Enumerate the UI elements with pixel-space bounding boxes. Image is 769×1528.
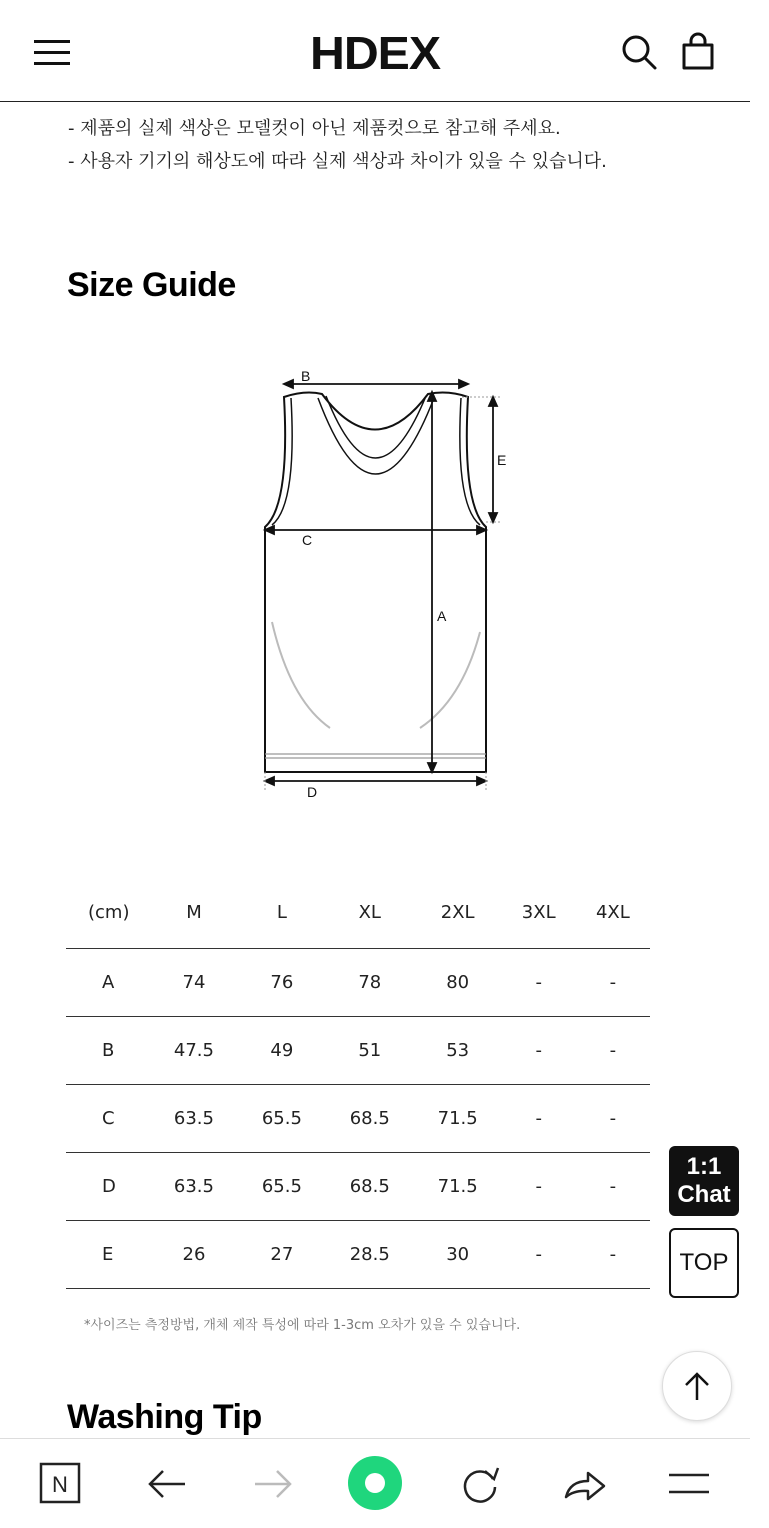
table-cell: -	[576, 1016, 650, 1084]
table-cell: 51	[326, 1016, 414, 1084]
arrow-up-icon	[663, 1352, 733, 1422]
table-cell: 71.5	[414, 1152, 502, 1220]
table-cell: 71.5	[414, 1084, 502, 1152]
header-cell: (cm)	[66, 878, 150, 948]
share-icon	[560, 1459, 610, 1509]
washing-tip-title: Washing Tip	[67, 1398, 262, 1436]
header-cell: L	[238, 878, 326, 948]
table-cell: -	[576, 1084, 650, 1152]
table-row	[66, 1084, 650, 1152]
label-d: D	[307, 784, 318, 800]
naver-n-letter: N	[52, 1472, 68, 1497]
tank-top-size-diagram	[245, 360, 505, 800]
measure-b-arrowhead	[284, 380, 293, 388]
table-cell: -	[576, 948, 650, 1016]
table-cell: 53	[414, 1016, 502, 1084]
table-cell: -	[502, 1016, 576, 1084]
size-table	[66, 878, 650, 1289]
measure-e-arrowhead	[489, 513, 497, 522]
home-green-button[interactable]	[347, 1455, 403, 1511]
table-cell: -	[502, 1084, 576, 1152]
scroll-up-button[interactable]	[662, 1351, 732, 1421]
table-header-row	[66, 878, 650, 948]
table-cell: 27	[238, 1220, 326, 1288]
site-logo[interactable]: HDEX	[309, 27, 441, 79]
table-cell: 49	[238, 1016, 326, 1084]
table-cell: 68.5	[326, 1084, 414, 1152]
measure-b-arrowhead	[459, 380, 468, 388]
header-cell: XL	[326, 878, 414, 948]
table-cell: -	[576, 1152, 650, 1220]
label-e: E	[497, 452, 507, 468]
label-b: B	[301, 368, 311, 384]
table-cell: 28.5	[326, 1220, 414, 1288]
green-dot-icon	[347, 1455, 403, 1511]
table-cell: 76	[238, 948, 326, 1016]
table-cell: 26	[150, 1220, 238, 1288]
table-cell: -	[576, 1220, 650, 1288]
menu-icon	[664, 1459, 714, 1509]
table-cell: -	[502, 948, 576, 1016]
table-cell: 63.5	[150, 1152, 238, 1220]
chat-button-line2: Chat	[677, 1181, 731, 1208]
table-row	[66, 948, 650, 1016]
back-arrow-icon	[143, 1459, 193, 1509]
color-note: - 제품의 실제 색상은 모델컷이 아닌 제품컷으로 참고해 주세요.	[68, 118, 561, 139]
back-button[interactable]	[143, 1459, 193, 1509]
color-notes	[68, 112, 607, 178]
table-row	[66, 1220, 650, 1288]
browser-menu-button[interactable]	[664, 1459, 714, 1509]
shopping-bag-icon[interactable]	[678, 32, 718, 72]
browser-toolbar	[0, 1438, 750, 1528]
size-footnote: *사이즈는 측정방법, 개체 제작 특성에 따라 1-3cm 오차가 있을 수 있습니다.	[84, 1318, 521, 1333]
site-header	[0, 0, 750, 102]
share-button[interactable]	[560, 1459, 610, 1509]
table-cell: -	[502, 1220, 576, 1288]
search-icon[interactable]	[619, 32, 659, 72]
naver-n-button[interactable]	[36, 1459, 86, 1509]
table-cell: 65.5	[238, 1084, 326, 1152]
table-row	[66, 1152, 650, 1220]
table-cell: -	[502, 1152, 576, 1220]
header-cell: M	[150, 878, 238, 948]
forward-arrow-icon	[247, 1459, 297, 1509]
refresh-button[interactable]	[455, 1459, 505, 1509]
top-button[interactable]: TOP	[669, 1228, 739, 1298]
table-cell: A	[66, 948, 150, 1016]
header-cell: 2XL	[414, 878, 502, 948]
table-cell: E	[66, 1220, 150, 1288]
table-cell: 78	[326, 948, 414, 1016]
table-cell: B	[66, 1016, 150, 1084]
table-cell: 65.5	[238, 1152, 326, 1220]
table-cell: 68.5	[326, 1152, 414, 1220]
header-cell: 3XL	[502, 878, 576, 948]
measure-d-arrowhead	[265, 777, 274, 785]
table-cell: 80	[414, 948, 502, 1016]
table-cell: 63.5	[150, 1084, 238, 1152]
resolution-note: - 사용자 기기의 해상도에 따라 실제 색상과 차이가 있을 수 있습니다.	[68, 151, 607, 172]
measure-d-arrowhead	[477, 777, 486, 785]
table-row	[66, 1016, 650, 1084]
measure-e-arrowhead	[489, 397, 497, 406]
tank-top-outline	[265, 393, 486, 772]
chat-button[interactable]	[669, 1146, 739, 1216]
table-cell: 47.5	[150, 1016, 238, 1084]
label-a: A	[437, 608, 447, 624]
forward-button[interactable]	[247, 1459, 297, 1509]
chat-button-line1: 1:1	[686, 1153, 722, 1180]
size-guide-title: Size Guide	[67, 266, 236, 304]
refresh-icon	[455, 1459, 505, 1509]
table-cell: D	[66, 1152, 150, 1220]
label-c: C	[302, 532, 313, 548]
table-cell: 30	[414, 1220, 502, 1288]
table-cell: 74	[150, 948, 238, 1016]
naver-n-icon	[36, 1459, 86, 1509]
header-cell: 4XL	[576, 878, 650, 948]
table-cell: C	[66, 1084, 150, 1152]
